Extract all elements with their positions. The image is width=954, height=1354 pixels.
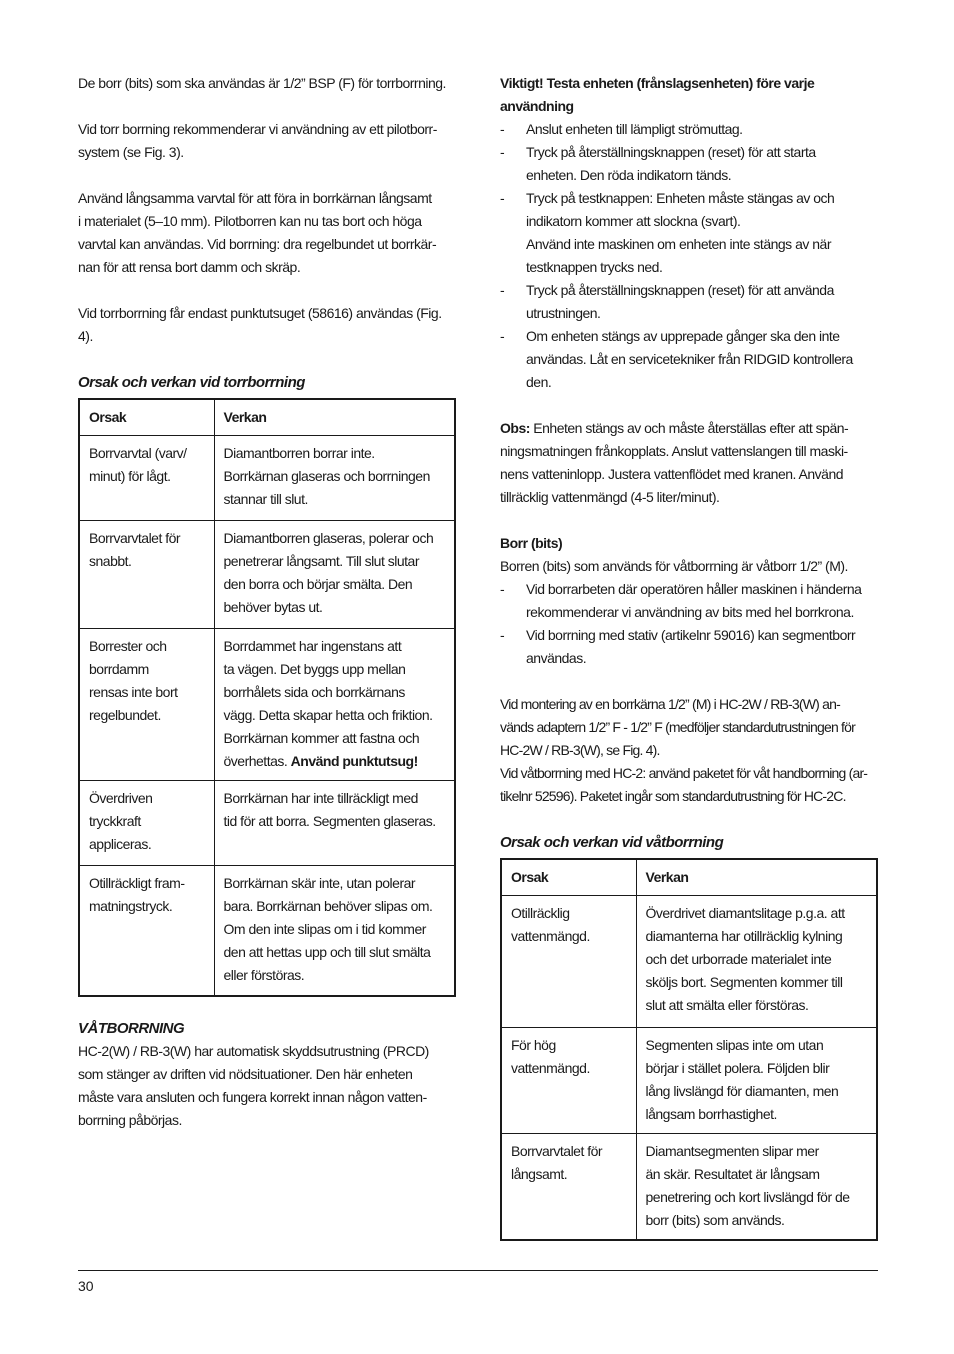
footer-divider bbox=[78, 1270, 878, 1271]
test-steps-list bbox=[500, 118, 878, 394]
bits-intro: Borren (bits) som används för våtborrning är våtborr 1/2” (M). bbox=[500, 558, 848, 574]
table-row bbox=[79, 436, 455, 521]
table-row bbox=[79, 629, 455, 781]
list-item: - Tryck på återställningsknappen (reset) för att starta enheten. Den röda indikatorn tänds. bbox=[500, 144, 816, 183]
wet-drilling-heading: VÅTBORRNING bbox=[78, 1019, 185, 1037]
wet-cause-effect-table bbox=[500, 858, 878, 1241]
list-item: - Anslut enheten till lämpligt strömuttag. bbox=[500, 121, 743, 137]
list-item: - Vid borrning med stativ (artikelnr 59016) kan segmentborr användas. bbox=[500, 627, 856, 666]
effect-cell: Borrdammet har ingenstans att ta vägen. Det byggs upp mellan borrhålets sida och borrkärnans vägg. Detta skapar hetta och friktion. Borrkärnan kommer att fastna och överhettas. Använd punktutsug! bbox=[214, 629, 455, 781]
cause-cell: Borrvarvtalet för snabbt. bbox=[79, 521, 214, 629]
list-item: - Vid borrarbeten där operatören håller maskinen i händerna rekommenderar vi användning av bits med hel borrkrona. bbox=[500, 581, 862, 620]
cause-cell: För hög vattenmängd. bbox=[501, 1028, 636, 1134]
effect-cell: Diamantborren glaseras, polerar och penetrerar långsamt. Till slut slutar den borra och börjar smälta. Den behöver bytas ut. bbox=[214, 521, 455, 629]
table-row bbox=[79, 521, 455, 629]
wet-table-title: Orsak och verkan vid våtborrning bbox=[500, 834, 724, 851]
cause-cell: Borrester och borrdamm rensas inte bort regelbundet. bbox=[79, 629, 214, 781]
header-cause: Orsak bbox=[501, 859, 636, 896]
cause-cell: Otillräcklig vattenmängd. bbox=[501, 896, 636, 1028]
paragraph-bits: De borr (bits) som ska användas är 1/2” BSP (F) för torrborrning. bbox=[78, 75, 446, 91]
effect-cell: Diamantsegmenten slipar mer än skär. Resultatet är långsam penetrering och kort livslängd för de borr (bits) som används. bbox=[636, 1134, 877, 1240]
paragraph-extraction: Vid torrborrning får endast punktutsuget (58616) användas (Fig. 4). bbox=[78, 305, 442, 344]
cause-cell: Överdriven tryckkraft appliceras. bbox=[79, 781, 214, 866]
table-header-row bbox=[79, 399, 455, 436]
header-effect: Verkan bbox=[636, 859, 877, 896]
table-row bbox=[501, 896, 877, 1028]
header-effect: Verkan bbox=[214, 399, 455, 436]
effect-cell: Segmenten slipas inte om utan börjar i stället polera. Följden blir lång livslängd för diamanten, men långsam borrhastighet. bbox=[636, 1028, 877, 1134]
right-column bbox=[500, 72, 878, 1241]
effect-cell: Borrkärnan skär inte, utan polerar bara. Borrkärnan behöver slipas om. Om den inte slipas om i tid kommer den att hettas upp och till slut smälta eller förstöras. bbox=[214, 866, 455, 996]
dry-table-title: Orsak och verkan vid torrborrning bbox=[78, 374, 305, 391]
paragraph-pilot: Vid torr borrning rekommenderar vi användning av ett pilotborr- system (se Fig. 3). bbox=[78, 121, 437, 160]
table-row bbox=[501, 1134, 877, 1240]
left-column bbox=[78, 72, 456, 1132]
dry-cause-effect-table bbox=[78, 398, 456, 997]
list-item: - Tryck på återställningsknappen (reset) för att använda utrustningen. bbox=[500, 282, 834, 321]
important-heading: Viktigt! Testa enheten (frånslagsenheten) före varje användning bbox=[500, 75, 815, 114]
page-number: 30 bbox=[78, 1278, 94, 1294]
paragraph-obs: Obs: Enheten stängs av och måste återställas efter att spän- ningsmatningen frånkopplats. Anslut vattenslangen till maski- nens vatteninlopp. Justera vattenflödet med kranen. Använd tillräcklig vattenmängd (4-5 liter/minut). bbox=[500, 420, 849, 505]
bits-list bbox=[500, 578, 878, 670]
emphasis-extraction: Använd punktutsug! bbox=[290, 753, 418, 769]
effect-cell: Borrkärnan har inte tillräckligt med tid för att borra. Segmenten glaseras. bbox=[214, 781, 455, 866]
obs-label: Obs: bbox=[500, 420, 530, 436]
effect-cell: Överdrivet diamantslitage p.g.a. att diamanterna har otillräcklig kylning och det urborrade materialet inte sköljs bort. Segmenten kommer till slut att smälta eller förstöras. bbox=[636, 896, 877, 1028]
table-row bbox=[79, 866, 455, 996]
table-row bbox=[501, 1028, 877, 1134]
header-cause: Orsak bbox=[79, 399, 214, 436]
cause-cell: Borrvarvtal (varv/ minut) för lågt. bbox=[79, 436, 214, 521]
cause-cell: Otillräckligt fram- matningstryck. bbox=[79, 866, 214, 996]
list-item: - Om enheten stängs av upprepade gånger ska den inte användas. Låt en servicetekniker från RIDGID kontrollera den. bbox=[500, 328, 853, 390]
table-row bbox=[79, 781, 455, 866]
table-header-row bbox=[501, 859, 877, 896]
paragraph-speed: Använd långsamma varvtal för att föra in borrkärnan långsamt i materialet (5–10 mm). Pilotborren kan nu tas bort och höga varvtal kan användas. Vid borrning: dra regelbundet ut borrkär- nan för att rensa bort damm och skräp. bbox=[78, 190, 437, 275]
list-item: - Tryck på testknappen: Enheten måste stängas av och indikatorn kommer att slockna (svart). Använd inte maskinen om enheten inte stängs av när testknappen trycks ned. bbox=[500, 190, 835, 275]
paragraph-mounting: Vid montering av en borrkärna 1/2” (M) i HC-2W / RB-3(W) an- vänds adaptern 1/2” F - 1/2” F (medföljer standardutrustningen för HC-2W / RB-3(W), se Fig. 4). Vid våtborrning med HC-2: använd paketet för våt handborrning (ar- tikelnr 52596). Paketet ingår som standardutrustning för HC-2C. bbox=[500, 696, 868, 804]
effect-cell: Diamantborren borrar inte. Borrkärnan glaseras och borrningen stannar till slut. bbox=[214, 436, 455, 521]
cause-cell: Borrvarvtalet för långsamt. bbox=[501, 1134, 636, 1240]
bits-heading: Borr (bits) bbox=[500, 535, 563, 551]
paragraph-prcd: HC-2(W) / RB-3(W) har automatisk skyddsutrustning (PRCD) som stänger av driften vid nödsituationer. Den här enheten måste vara ansluten och fungera korrekt innan någon vatten- borrning påbörjas. bbox=[78, 1042, 429, 1128]
